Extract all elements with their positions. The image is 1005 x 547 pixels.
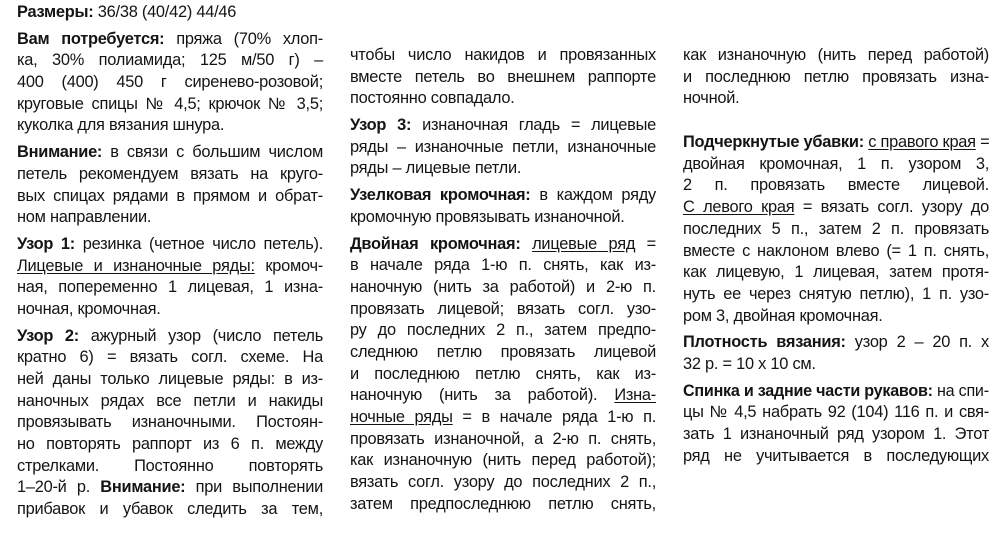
text-segment: 2 п. провязать вместе лицевой. bbox=[683, 176, 989, 195]
text-segment: наночных рядах все петли и накиды bbox=[17, 391, 323, 410]
text-segment: пряжа (70% хлоп- bbox=[164, 29, 323, 48]
text-line bbox=[17, 299, 323, 321]
text-segment: ажурный узор (число петель bbox=[78, 326, 323, 345]
bold-label: Узор 3: bbox=[350, 116, 412, 135]
text-segment: куколка для вязания шнура. bbox=[17, 116, 225, 135]
text-segment: и последнюю петлю снять, как из- bbox=[350, 364, 656, 383]
bold-label: Узелковая кромочная: bbox=[350, 186, 531, 205]
text-segment: узор 2 – 20 п. х bbox=[845, 333, 989, 352]
text-line bbox=[350, 385, 656, 407]
text-segment: следнюю петлю провязать лицевой bbox=[350, 342, 656, 361]
text-segment: 32 р. = 10 х 10 см. bbox=[683, 354, 816, 373]
text-line bbox=[350, 88, 656, 110]
text-segment: 36/38 (40/42) 44/46 bbox=[93, 3, 237, 21]
text-segment: ряды – лицевые петли. bbox=[350, 159, 522, 178]
underlined-term: лицевые ряд bbox=[532, 234, 636, 253]
text-segment: как лицевую, 1 лицевая, затем протя- bbox=[683, 263, 989, 282]
text-line bbox=[17, 94, 323, 116]
text-segment: ром 3, двойная кромочная. bbox=[683, 306, 883, 325]
text-line bbox=[683, 154, 989, 176]
text-segment: в каждом ряду bbox=[530, 186, 656, 205]
text-line bbox=[683, 197, 989, 219]
text-line bbox=[17, 2, 323, 24]
text-segment: стрелками. Постоянно повторять bbox=[17, 456, 323, 475]
text-line bbox=[350, 158, 656, 180]
text-line bbox=[350, 299, 656, 321]
text-column-3 bbox=[683, 45, 989, 467]
text-segment: но повторять раппорт из 6 п. между bbox=[17, 435, 323, 454]
text-line bbox=[350, 185, 656, 207]
text-line bbox=[683, 354, 989, 376]
text-line bbox=[350, 407, 656, 429]
text-line bbox=[350, 472, 656, 494]
text-column-1 bbox=[17, 2, 323, 521]
underlined-term: Изна- bbox=[614, 386, 656, 405]
text-segment: ней даны только лицевые ряды: в из- bbox=[17, 370, 323, 388]
text-segment: нуть ее через снятую петлю), 1 п. узо- bbox=[683, 284, 989, 303]
text-line bbox=[683, 332, 989, 354]
text-segment: цы № 4,5 набрать 92 (104) 116 п. и свя- bbox=[683, 403, 989, 422]
text-line bbox=[350, 450, 656, 472]
text-segment: провязать изнаночной, а 2-ю п. снять, bbox=[350, 429, 656, 448]
bold-label: Внимание: bbox=[100, 478, 186, 497]
text-segment: круговые спицы № 4,5; крючок № 3,5; bbox=[17, 94, 323, 113]
text-segment: кромочную провязывать изнаночной. bbox=[350, 207, 625, 226]
text-line bbox=[17, 142, 323, 164]
text-line bbox=[17, 369, 323, 391]
text-segment: ночная, кромочная. bbox=[17, 299, 161, 318]
text-segment: двойная кромочная, 1 п. узором 3, bbox=[683, 154, 989, 173]
text-segment: ночной. bbox=[683, 89, 740, 108]
text-line bbox=[683, 446, 989, 468]
text-segment: ном направлении. bbox=[17, 208, 152, 227]
text-segment: петель рекомендуем вязать на круго- bbox=[17, 164, 323, 183]
text-line bbox=[683, 219, 989, 241]
text-line bbox=[350, 234, 656, 256]
text-line bbox=[683, 381, 989, 403]
text-segment: как изнаночную (нить перед работой); bbox=[350, 451, 656, 470]
text-line bbox=[17, 207, 323, 229]
text-line bbox=[17, 186, 323, 208]
text-line bbox=[683, 45, 989, 67]
underlined-term: с правого края bbox=[868, 133, 976, 152]
text-segment: вместе с наклоном влево (= 1 п. снять, bbox=[683, 241, 989, 260]
text-segment: как изнаночную (нить перед работой) bbox=[683, 46, 989, 64]
text-line bbox=[350, 320, 656, 342]
text-segment: 1–20-й р. bbox=[17, 478, 101, 497]
text-line bbox=[17, 50, 323, 72]
text-line bbox=[350, 255, 656, 277]
text-segment: затем предпоследнюю петлю снять, bbox=[350, 494, 656, 513]
text-segment: зать 1 изнаночный ряд узором 1. Этот bbox=[683, 425, 989, 443]
text-segment: провязывать изнаночными. Постоян- bbox=[17, 413, 323, 432]
text-line bbox=[350, 67, 656, 89]
text-line bbox=[350, 342, 656, 364]
text-line bbox=[683, 241, 989, 263]
text-line bbox=[17, 234, 323, 256]
text-line bbox=[683, 402, 989, 424]
text-line bbox=[350, 494, 656, 516]
text-line bbox=[17, 456, 323, 478]
underlined-term: Лицевые и изнаночные ряды: bbox=[17, 256, 255, 275]
text-segment: при выполнении bbox=[185, 478, 323, 497]
underlined-term: С левого края bbox=[683, 198, 795, 217]
text-segment: и последнюю петлю провязать изна- bbox=[683, 67, 989, 86]
text-segment: постоянно совпадало. bbox=[350, 89, 515, 108]
text-line bbox=[683, 132, 989, 154]
text-segment: в связи с большим числом bbox=[102, 143, 323, 162]
text-segment: провязать лицевой; вязать согл. узо- bbox=[350, 299, 656, 318]
text-segment: кромоч- bbox=[254, 256, 323, 275]
bold-label: Спинка и задние части рукавов: bbox=[683, 381, 933, 400]
text-line bbox=[17, 164, 323, 186]
text-segment bbox=[521, 235, 533, 253]
bold-label: Узор 1: bbox=[17, 234, 75, 253]
text-line bbox=[350, 137, 656, 159]
text-segment: вязать согл. узору до последних 2 п., bbox=[350, 473, 656, 492]
text-line bbox=[683, 262, 989, 284]
text-segment: прибавок и убавок следить за тем, bbox=[17, 500, 323, 519]
text-segment: на спи- bbox=[932, 381, 989, 400]
text-line bbox=[17, 277, 323, 299]
bold-label: Двойная кромочная: bbox=[350, 234, 521, 253]
bold-label: Размеры: bbox=[17, 3, 94, 21]
text-line bbox=[17, 115, 323, 137]
text-segment: изнаночная гладь = лицевые bbox=[411, 116, 656, 135]
text-segment: вместе петель во внешнем раппорте bbox=[350, 67, 656, 86]
text-segment: = вязать согл. узору до bbox=[794, 198, 989, 217]
underlined-term: ночные ряды bbox=[350, 408, 453, 426]
text-segment: = bbox=[975, 133, 990, 152]
text-line bbox=[17, 434, 323, 456]
text-line bbox=[17, 391, 323, 413]
text-line bbox=[17, 256, 323, 278]
text-line bbox=[350, 429, 656, 451]
text-line bbox=[17, 477, 323, 499]
text-line bbox=[683, 175, 989, 197]
text-line bbox=[350, 207, 656, 229]
text-segment: = bbox=[635, 234, 656, 253]
text-line bbox=[17, 72, 323, 94]
text-line bbox=[17, 347, 323, 369]
text-segment: ряд не учитывается в последующих bbox=[683, 446, 989, 465]
text-line bbox=[17, 326, 323, 348]
text-column-2 bbox=[350, 45, 656, 515]
text-segment: ная, попеременно 1 лицевая, 1 изна- bbox=[17, 278, 323, 297]
text-segment: ряды – изнаночные петли, изнаночные bbox=[350, 137, 656, 156]
text-line bbox=[683, 424, 989, 446]
text-segment: ка, 30% полиамида; 125 м/50 г) – bbox=[17, 51, 323, 70]
text-line bbox=[17, 499, 323, 521]
text-segment: 400 (400) 450 г сиренево-розовой; bbox=[17, 73, 323, 92]
text-segment: = в начале ряда 1-ю п. bbox=[452, 408, 656, 426]
text-line bbox=[17, 29, 323, 51]
text-segment: наночную (нить за работой). bbox=[350, 386, 615, 405]
bold-label: Плотность вязания: bbox=[683, 333, 846, 352]
text-segment: чтобы число накидов и провязанных bbox=[350, 46, 656, 64]
text-segment: вых спицах рядами в прямом и обрат- bbox=[17, 186, 323, 205]
text-segment: наночную (нить за работой) и 2-ю п. bbox=[350, 277, 656, 296]
text-line bbox=[350, 45, 656, 67]
text-line bbox=[350, 364, 656, 386]
text-line bbox=[683, 88, 989, 110]
bold-label: Внимание: bbox=[17, 143, 103, 162]
text-segment: последних 5 п., затем 2 п. провязать bbox=[683, 219, 989, 238]
text-line bbox=[683, 67, 989, 89]
text-line bbox=[683, 306, 989, 328]
text-line bbox=[683, 284, 989, 306]
text-segment: кратно 6) = вязать согл. схеме. На bbox=[17, 348, 323, 367]
text-line bbox=[17, 412, 323, 434]
bold-label: Вам потребуется: bbox=[17, 29, 165, 48]
text-line bbox=[350, 115, 656, 137]
text-segment: резинка (четное число петель). bbox=[74, 234, 323, 253]
text-line bbox=[350, 277, 656, 299]
text-segment: ру до последних 2 п., затем предпо- bbox=[350, 321, 656, 340]
bold-label: Узор 2: bbox=[17, 326, 79, 345]
text-segment: в начале ряда 1-ю п. снять, как из- bbox=[350, 256, 656, 275]
bold-label: Подчеркнутые убавки: bbox=[683, 133, 864, 152]
